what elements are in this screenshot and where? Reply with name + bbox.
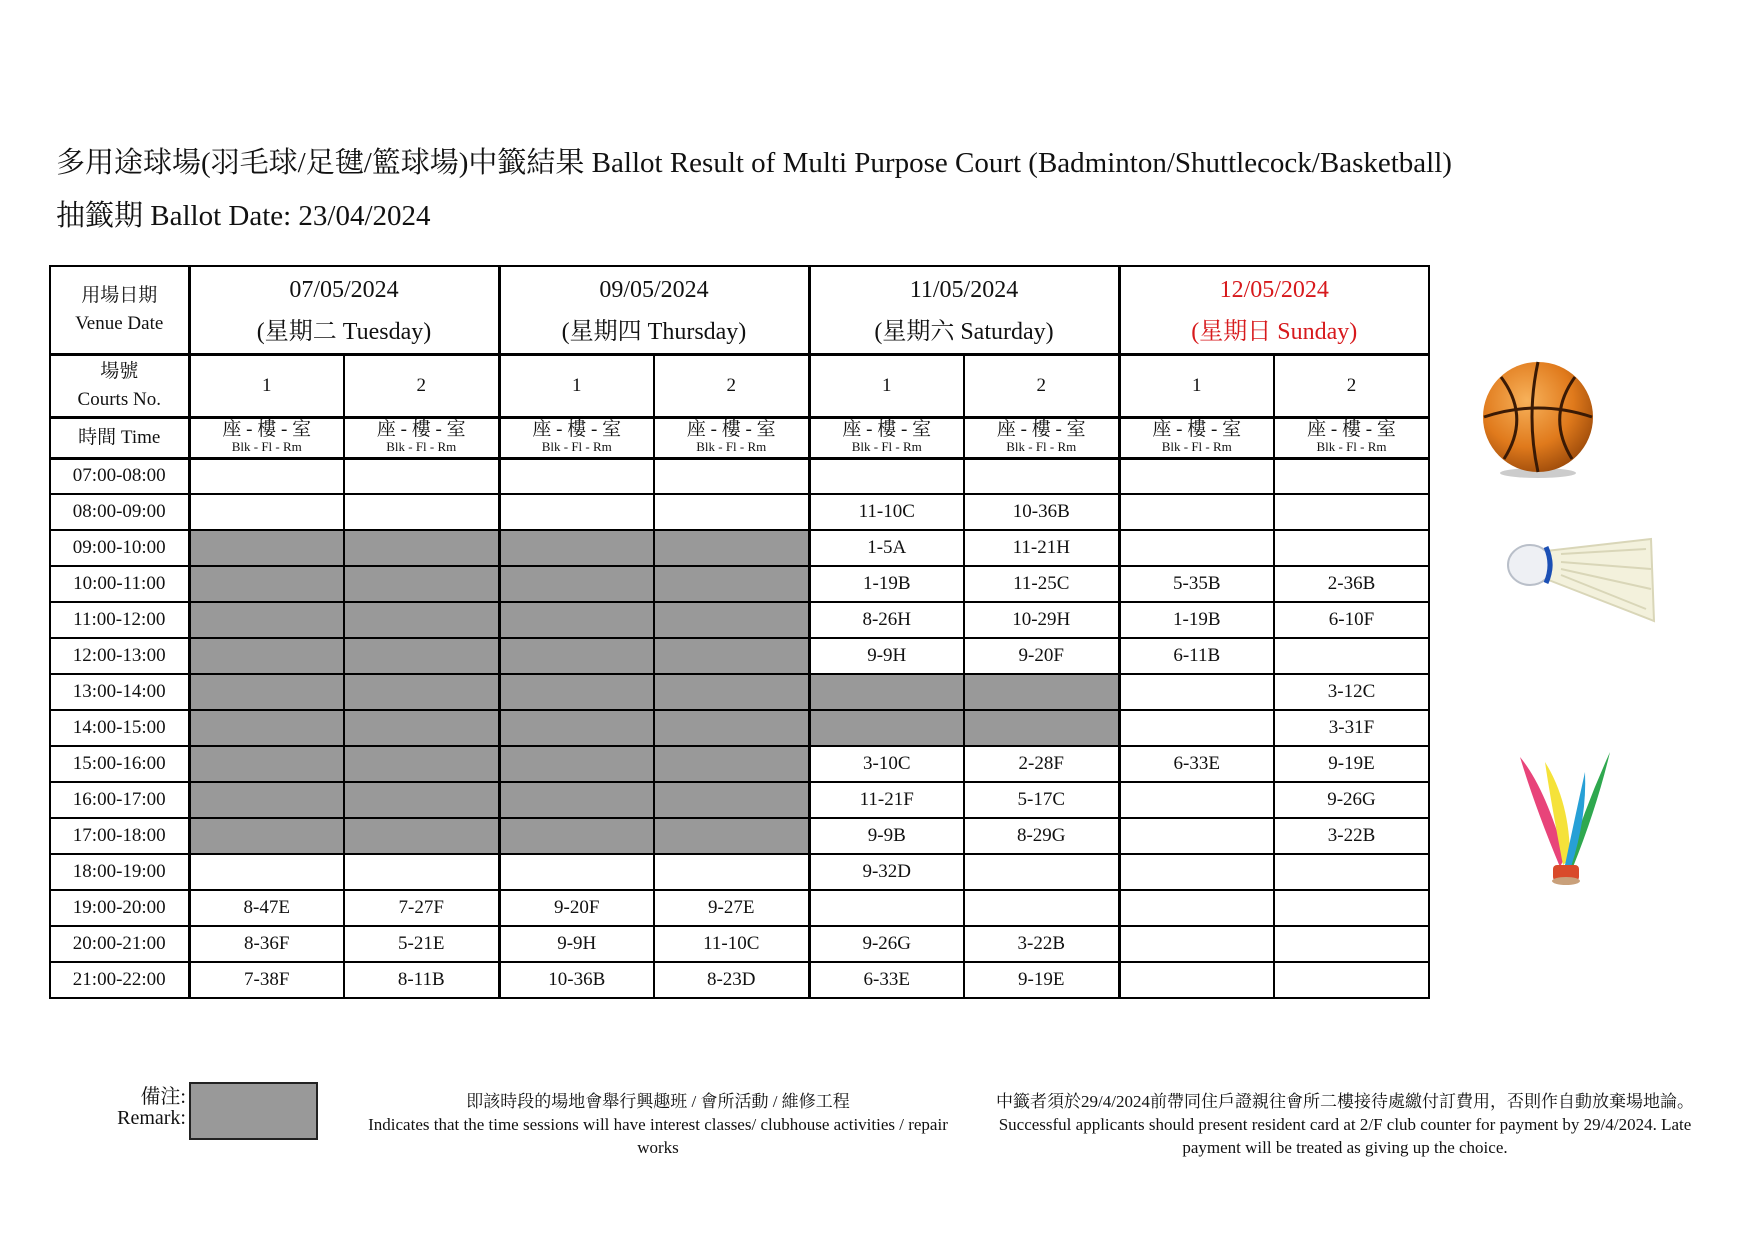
- ballot-cell: 9-32D: [809, 854, 964, 890]
- court-number: 1: [1119, 354, 1274, 417]
- ballot-cell: 9-20F: [964, 638, 1119, 674]
- ballot-cell: 8-23D: [654, 962, 809, 998]
- time-slot: 18:00-19:00: [50, 854, 189, 890]
- reserved-cell: [189, 782, 344, 818]
- ballot-cell: 6-33E: [1119, 746, 1274, 782]
- reserved-cell: [964, 710, 1119, 746]
- remark-gray-explanation: 即該時段的場地會舉行興趣班 / 會所活動 / 維修工程 Indicates that the time sessions will have interest classes/ clubhouse activities / repair works: [368, 1092, 948, 1157]
- time-slot: 19:00-20:00: [50, 890, 189, 926]
- reserved-cell: [189, 530, 344, 566]
- ballot-cell: [1119, 710, 1274, 746]
- ballot-cell: [964, 458, 1119, 494]
- shuttlecock-icon: [1506, 529, 1656, 633]
- table-row: [50, 926, 1429, 962]
- ballot-result-table: [49, 265, 1430, 999]
- ballot-cell: [499, 458, 654, 494]
- remark-label-zh: 備注:: [140, 1086, 186, 1108]
- time-slot: 16:00-17:00: [50, 782, 189, 818]
- table-row: [50, 638, 1429, 674]
- table-row: [50, 890, 1429, 926]
- ballot-cell: [1274, 638, 1429, 674]
- ballot-cell: 8-47E: [189, 890, 344, 926]
- table-row: [50, 854, 1429, 890]
- ballot-cell: 9-20F: [499, 890, 654, 926]
- blk-fl-rm-subheader: 座 - 樓 - 室 Blk - Fl - Rm: [1274, 417, 1429, 458]
- reserved-cell: [654, 638, 809, 674]
- ballot-cell: [344, 854, 499, 890]
- table-row: [50, 962, 1429, 998]
- remark-payment-notice: 中籤者須於29/4/2024前帶同住戶證親往會所二樓接待處繳付訂費用，否則作自動放棄場地論。 Successful applicants should present resident card at 2/F club counter for payment by 29/4/2024. Late payment will be treated as giving up the choice.: [996, 1092, 1694, 1157]
- time-slot: 07:00-08:00: [50, 458, 189, 494]
- remark-label-en: Remark:: [117, 1107, 186, 1129]
- reserved-cell: [344, 710, 499, 746]
- ballot-cell: 11-10C: [809, 494, 964, 530]
- ballot-cell: 8-29G: [964, 818, 1119, 854]
- time-slot: 11:00-12:00: [50, 602, 189, 638]
- table-row: [50, 710, 1429, 746]
- ballot-cell: 6-10F: [1274, 602, 1429, 638]
- ballot-cell: 3-22B: [1274, 818, 1429, 854]
- ballot-cell: [1119, 782, 1274, 818]
- time-slot: 08:00-09:00: [50, 494, 189, 530]
- court-number: 2: [654, 354, 809, 417]
- reserved-cell: [189, 566, 344, 602]
- reserved-cell: [344, 566, 499, 602]
- ballot-cell: [499, 854, 654, 890]
- ballot-cell: [809, 458, 964, 494]
- reserved-cell: [499, 746, 654, 782]
- reserved-cell: [499, 602, 654, 638]
- reserved-cell: [654, 782, 809, 818]
- reserved-cell: [654, 530, 809, 566]
- ballot-cell: [654, 494, 809, 530]
- ballot-cell: [1119, 926, 1274, 962]
- ballot-cell: 11-25C: [964, 566, 1119, 602]
- ballot-cell: [964, 854, 1119, 890]
- ballot-cell: [1274, 458, 1429, 494]
- reserved-cell: [344, 638, 499, 674]
- reserved-cell: [189, 638, 344, 674]
- ballot-cell: 6-11B: [1119, 638, 1274, 674]
- ballot-cell: [499, 494, 654, 530]
- reserved-cell: [654, 602, 809, 638]
- blk-fl-rm-subheader: 座 - 樓 - 室 Blk - Fl - Rm: [654, 417, 809, 458]
- time-slot: 21:00-22:00: [50, 962, 189, 998]
- reserved-cell: [809, 674, 964, 710]
- table-row: [50, 782, 1429, 818]
- ballot-cell: 9-9H: [499, 926, 654, 962]
- ballot-cell: [654, 458, 809, 494]
- reserved-cell: [654, 710, 809, 746]
- ballot-cell: 3-12C: [1274, 674, 1429, 710]
- table-row: [50, 566, 1429, 602]
- date-header-3: 12/05/2024 (星期日 Sunday): [1119, 266, 1429, 354]
- blk-fl-rm-subheader: 座 - 樓 - 室 Blk - Fl - Rm: [344, 417, 499, 458]
- remark-gray-swatch: [189, 1082, 318, 1140]
- ballot-cell: 7-27F: [344, 890, 499, 926]
- ballot-cell: [189, 458, 344, 494]
- reserved-cell: [654, 746, 809, 782]
- ballot-cell: [189, 494, 344, 530]
- ballot-cell: 5-21E: [344, 926, 499, 962]
- ballot-cell: [1119, 530, 1274, 566]
- reserved-cell: [809, 710, 964, 746]
- venue-date-label: 用場日期 Venue Date: [50, 266, 189, 354]
- reserved-cell: [499, 638, 654, 674]
- date-header-1: 09/05/2024 (星期四 Thursday): [499, 266, 809, 354]
- reserved-cell: [344, 746, 499, 782]
- table-row: [50, 494, 1429, 530]
- reserved-cell: [344, 674, 499, 710]
- ballot-cell: 10-29H: [964, 602, 1119, 638]
- time-label: 時間 Time: [50, 417, 189, 458]
- ballot-cell: [1119, 962, 1274, 998]
- ballot-cell: [1274, 854, 1429, 890]
- ballot-cell: 7-38F: [189, 962, 344, 998]
- time-slot: 14:00-15:00: [50, 710, 189, 746]
- ballot-cell: [1274, 890, 1429, 926]
- court-number: 1: [499, 354, 654, 417]
- ballot-cell: [1274, 926, 1429, 962]
- ballot-cell: [189, 854, 344, 890]
- ballot-cell: [344, 494, 499, 530]
- reserved-cell: [499, 818, 654, 854]
- ballot-cell: [1274, 494, 1429, 530]
- ballot-cell: 9-19E: [964, 962, 1119, 998]
- reserved-cell: [189, 710, 344, 746]
- ballot-cell: 1-5A: [809, 530, 964, 566]
- time-slot: 09:00-10:00: [50, 530, 189, 566]
- reserved-cell: [344, 818, 499, 854]
- ballot-cell: 9-9B: [809, 818, 964, 854]
- ballot-cell: 9-26G: [809, 926, 964, 962]
- ballot-cell: [1119, 674, 1274, 710]
- reserved-cell: [344, 602, 499, 638]
- table-row: [50, 458, 1429, 494]
- blk-fl-rm-subheader: 座 - 樓 - 室 Blk - Fl - Rm: [1119, 417, 1274, 458]
- blk-fl-rm-subheader: 座 - 樓 - 室 Blk - Fl - Rm: [499, 417, 654, 458]
- table-row: [50, 818, 1429, 854]
- reserved-cell: [189, 602, 344, 638]
- ballot-cell: 9-9H: [809, 638, 964, 674]
- ballot-cell: 2-36B: [1274, 566, 1429, 602]
- ballot-cell: 8-11B: [344, 962, 499, 998]
- reserved-cell: [654, 566, 809, 602]
- ballot-cell: 5-17C: [964, 782, 1119, 818]
- blk-fl-rm-subheader: 座 - 樓 - 室 Blk - Fl - Rm: [809, 417, 964, 458]
- court-number: 2: [344, 354, 499, 417]
- ballot-cell: 2-28F: [964, 746, 1119, 782]
- ballot-cell: 9-19E: [1274, 746, 1429, 782]
- ballot-cell: 3-22B: [964, 926, 1119, 962]
- ballot-cell: 9-27E: [654, 890, 809, 926]
- ballot-cell: [1119, 494, 1274, 530]
- reserved-cell: [654, 674, 809, 710]
- ballot-cell: 11-10C: [654, 926, 809, 962]
- ballot-cell: [1119, 818, 1274, 854]
- table-row: [50, 746, 1429, 782]
- reserved-cell: [654, 818, 809, 854]
- time-slot: 17:00-18:00: [50, 818, 189, 854]
- time-slot: 20:00-21:00: [50, 926, 189, 962]
- basketball-icon: [1476, 359, 1600, 479]
- court-number: 1: [809, 354, 964, 417]
- time-slot: 10:00-11:00: [50, 566, 189, 602]
- date-header-0: 07/05/2024 (星期二 Tuesday): [189, 266, 499, 354]
- ballot-cell: 11-21H: [964, 530, 1119, 566]
- ballot-cell: [964, 890, 1119, 926]
- reserved-cell: [189, 674, 344, 710]
- ballot-cell: [654, 854, 809, 890]
- ballot-cell: [1119, 890, 1274, 926]
- ballot-cell: 1-19B: [1119, 602, 1274, 638]
- time-slot: 15:00-16:00: [50, 746, 189, 782]
- ballot-cell: 8-36F: [189, 926, 344, 962]
- ballot-cell: 8-26H: [809, 602, 964, 638]
- time-slot: 13:00-14:00: [50, 674, 189, 710]
- ballot-cell: [1274, 962, 1429, 998]
- reserved-cell: [499, 674, 654, 710]
- ballot-date: 抽籤期 Ballot Date: 23/04/2024: [56, 200, 431, 232]
- reserved-cell: [499, 530, 654, 566]
- blk-fl-rm-subheader: 座 - 樓 - 室 Blk - Fl - Rm: [964, 417, 1119, 458]
- reserved-cell: [499, 566, 654, 602]
- ballot-cell: 3-10C: [809, 746, 964, 782]
- reserved-cell: [189, 746, 344, 782]
- ballot-cell: [1119, 854, 1274, 890]
- ballot-cell: 5-35B: [1119, 566, 1274, 602]
- ballot-cell: [1274, 530, 1429, 566]
- reserved-cell: [344, 782, 499, 818]
- ballot-cell: 11-21F: [809, 782, 964, 818]
- table-row: [50, 674, 1429, 710]
- court-number: 1: [189, 354, 344, 417]
- ballot-cell: 3-31F: [1274, 710, 1429, 746]
- time-slot: 12:00-13:00: [50, 638, 189, 674]
- court-number: 2: [964, 354, 1119, 417]
- table-row: [50, 530, 1429, 566]
- ballot-cell: 10-36B: [964, 494, 1119, 530]
- court-number: 2: [1274, 354, 1429, 417]
- ballot-cell: 1-19B: [809, 566, 964, 602]
- blk-fl-rm-subheader: 座 - 樓 - 室 Blk - Fl - Rm: [189, 417, 344, 458]
- ballot-cell: [344, 458, 499, 494]
- page-title: 多用途球場(羽毛球/足毽/籃球場)中籤結果 Ballot Result of Multi Purpose Court (Badminton/Shuttlecock/Basketball): [56, 147, 1452, 179]
- reserved-cell: [964, 674, 1119, 710]
- reserved-cell: [189, 818, 344, 854]
- feather-shuttlecock-icon: [1515, 747, 1615, 887]
- ballot-cell: 10-36B: [499, 962, 654, 998]
- reserved-cell: [344, 530, 499, 566]
- courts-label: 場號 Courts No.: [50, 354, 189, 417]
- ballot-cell: [809, 890, 964, 926]
- reserved-cell: [499, 782, 654, 818]
- reserved-cell: [499, 710, 654, 746]
- date-header-2: 11/05/2024 (星期六 Saturday): [809, 266, 1119, 354]
- ballot-cell: 9-26G: [1274, 782, 1429, 818]
- ballot-cell: [1119, 458, 1274, 494]
- ballot-cell: 6-33E: [809, 962, 964, 998]
- table-row: [50, 602, 1429, 638]
